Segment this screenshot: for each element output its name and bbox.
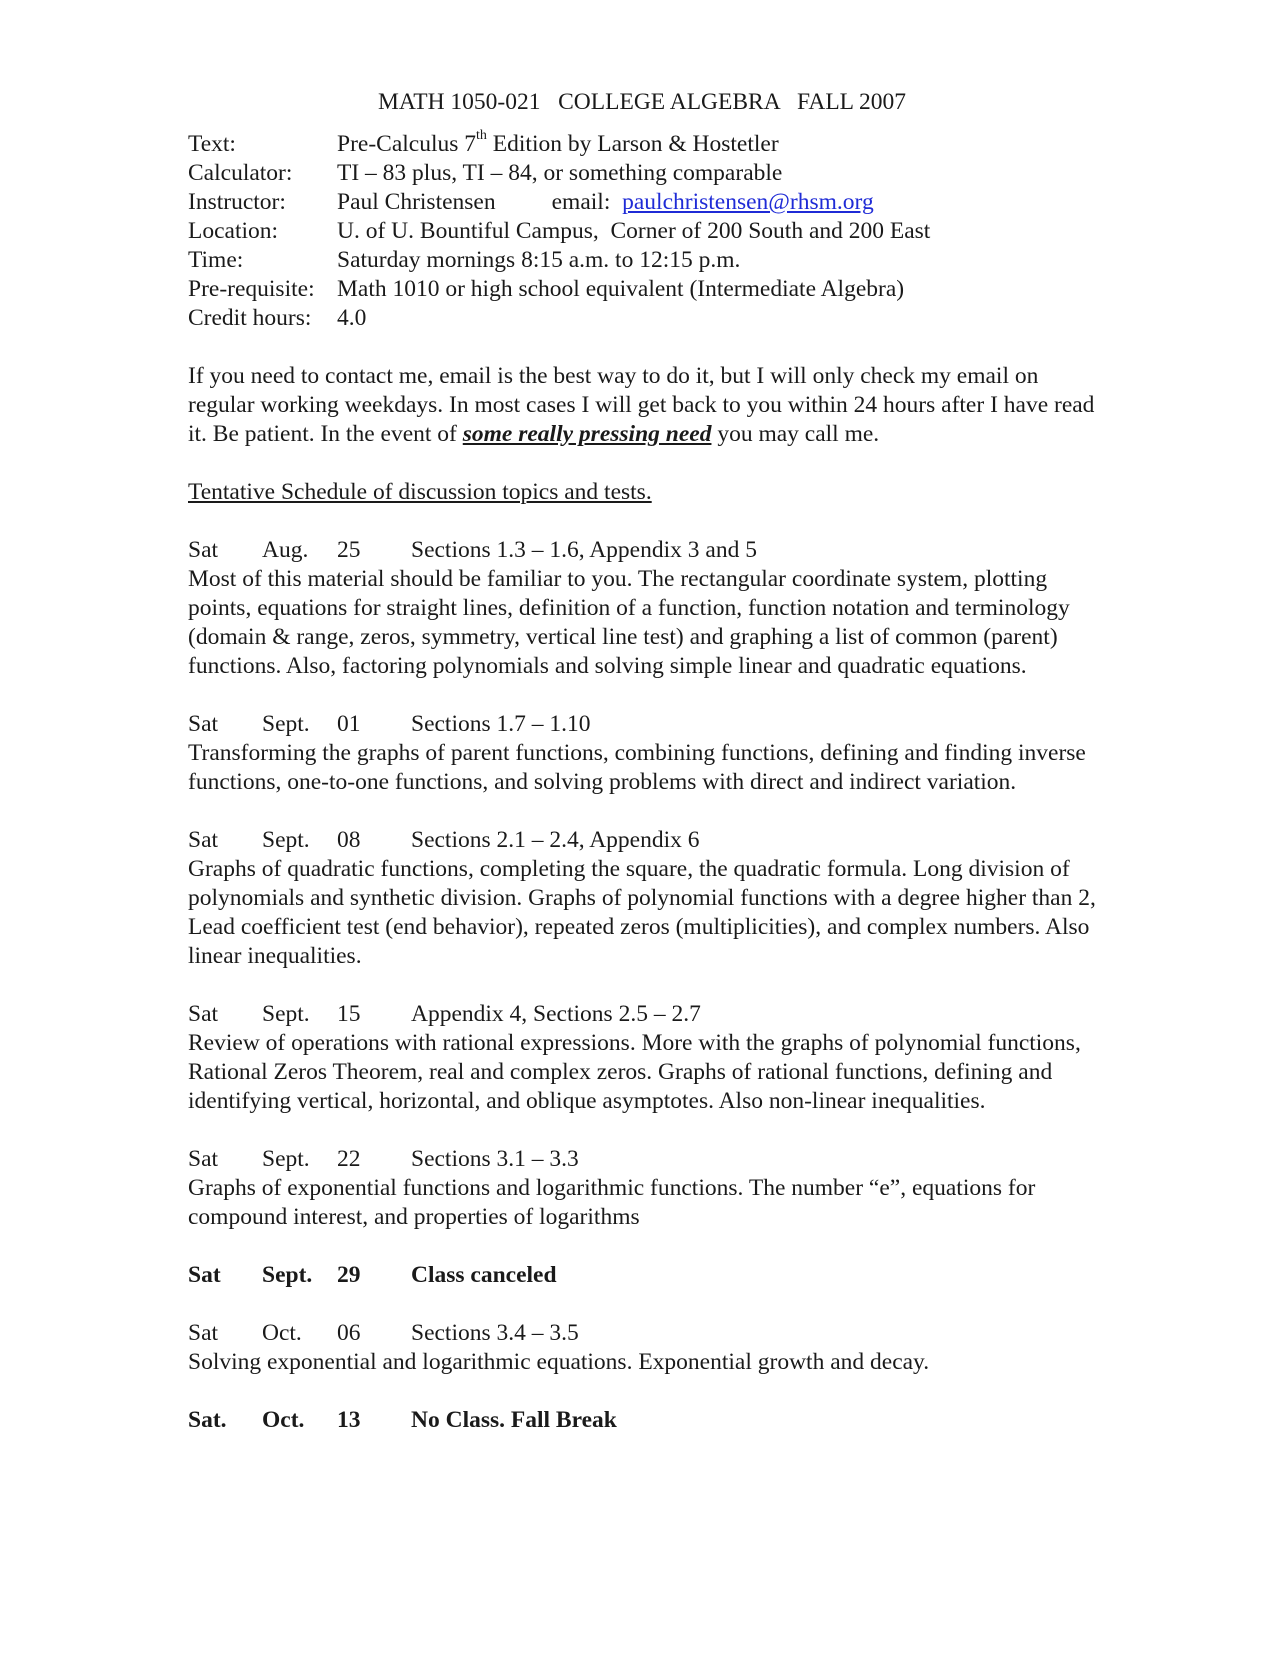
entry-month: Sept. — [262, 1262, 313, 1288]
info-value-text — [337, 130, 779, 159]
schedule-entry — [188, 1319, 1108, 1377]
schedule-entry-header — [188, 710, 1108, 739]
entry-day: Sat — [188, 827, 219, 853]
info-row-location — [188, 217, 1108, 246]
email-link[interactable]: paulchristensen@rhsm.org — [622, 189, 874, 215]
info-label-time: Time: — [188, 247, 244, 273]
info-label-location: Location: — [188, 218, 279, 244]
contact-text-end: you may call me. — [711, 421, 880, 447]
entry-description: Transforming the graphs of parent functions, combining functions, defining and finding inverse functions, one-to-one functions, and solving problems with direct and indirect variation. — [188, 740, 1086, 795]
info-label-calculator: Calculator: — [188, 160, 293, 186]
info-label-credit-hours: Credit hours: — [188, 305, 312, 331]
course-info — [188, 130, 1108, 333]
info-value-credit-hours: 4.0 — [337, 305, 367, 331]
info-value-time: Saturday mornings 8:15 a.m. to 12:15 p.m. — [337, 247, 741, 273]
entry-day: Sat. — [188, 1407, 227, 1433]
page-title: MATH 1050-021 COLLEGE ALGEBRA FALL 2007 — [377, 89, 907, 115]
entry-month: Aug. — [262, 537, 309, 563]
entry-description: Solving exponential and logarithmic equations. Exponential growth and decay. — [188, 1349, 930, 1375]
entry-date: 08 — [337, 827, 361, 853]
instructor-name: Paul Christensen — [337, 189, 496, 215]
contact-paragraph — [188, 362, 1108, 449]
info-value-location: U. of U. Bountiful Campus, Corner of 200 South and 200 East — [337, 218, 931, 244]
entry-description: Review of operations with rational expressions. More with the graphs of polynomial functions, Rational Zeros Theorem, real and complex zeros. Graphs of rational functions, defining and identifying vertical, horizontal, and oblique asymptotes. Also non-linear inequalities. — [188, 1030, 1081, 1114]
entry-day: Sat — [188, 1001, 219, 1027]
entry-topic: No Class. Fall Break — [411, 1407, 617, 1433]
schedule-entry-header — [188, 1000, 1108, 1029]
entry-topic: Sections 3.4 – 3.5 — [411, 1320, 579, 1346]
schedule-list — [188, 536, 1108, 1435]
entry-topic: Sections 1.7 – 1.10 — [411, 711, 591, 737]
email-label: email: — [551, 189, 611, 215]
syllabus-page — [188, 88, 1108, 1435]
entry-topic: Class canceled — [411, 1262, 557, 1288]
entry-month: Sept. — [262, 711, 310, 737]
textbook-authors: Edition by Larson & Hostetler — [486, 131, 779, 157]
entry-month: Sept. — [262, 1001, 310, 1027]
schedule-entry-header — [188, 1145, 1108, 1174]
contact-emphasis: some really pressing need — [462, 421, 712, 447]
entry-day: Sat — [188, 1146, 219, 1172]
entry-month: Sept. — [262, 1146, 310, 1172]
entry-topic: Sections 1.3 – 1.6, Appendix 3 and 5 — [411, 537, 757, 563]
entry-date: 13 — [337, 1407, 361, 1433]
schedule-entry-header — [188, 1261, 1108, 1290]
entry-topic: Sections 2.1 – 2.4, Appendix 6 — [411, 827, 700, 853]
entry-month: Sept. — [262, 827, 310, 853]
entry-description: Most of this material should be familiar to you. The rectangular coordinate system, plotting points, equations for straight lines, definition of a function, function notation and terminology (domain & range, zeros, symmetry, vertical line test) and graphing a list of common (parent) functions. Also, factoring polynomials and solving simple linear and quadratic equations. — [188, 566, 1070, 679]
contact-text: If you need to contact me, email is the best way to do it, but I will only check my email on regular working weekdays. In most cases I will get back to you within 24 hours after I have read it. Be patient. In the event of — [188, 363, 1095, 447]
schedule-entry-header — [188, 1319, 1108, 1348]
entry-day: Sat — [188, 1320, 219, 1346]
schedule-entry — [188, 710, 1108, 797]
info-value-prerequisite: Math 1010 or high school equivalent (Intermediate Algebra) — [337, 276, 905, 302]
info-row-time — [188, 246, 1108, 275]
schedule-entry — [188, 1000, 1108, 1116]
schedule-entry-header — [188, 826, 1108, 855]
entry-description: Graphs of quadratic functions, completing the square, the quadratic formula. Long division of polynomials and synthetic division. Graphs of polynomial functions with a degree higher than 2, Lead coefficient test (end behavior), repeated zeros (multiplicities), and complex numbers. Also linear inequalities. — [188, 856, 1096, 969]
info-row-prerequisite — [188, 275, 1108, 304]
info-row-credit-hours — [188, 304, 1108, 333]
schedule-entry-header — [188, 1406, 1108, 1435]
entry-day: Sat — [188, 1262, 221, 1288]
schedule-heading: Tentative Schedule of discussion topics and tests. — [188, 479, 652, 505]
entry-date: 01 — [337, 711, 361, 737]
info-label-prerequisite: Pre-requisite: — [188, 276, 315, 302]
info-value-instructor — [337, 188, 874, 217]
schedule-entry — [188, 1406, 1108, 1435]
entry-date: 25 — [337, 537, 361, 563]
entry-date: 22 — [337, 1146, 361, 1172]
entry-day: Sat — [188, 537, 219, 563]
entry-month: Oct. — [262, 1407, 305, 1433]
entry-topic: Appendix 4, Sections 2.5 – 2.7 — [411, 1001, 701, 1027]
entry-month: Oct. — [262, 1320, 302, 1346]
entry-day: Sat — [188, 711, 219, 737]
entry-date: 15 — [337, 1001, 361, 1027]
schedule-entry — [188, 826, 1108, 971]
entry-date: 06 — [337, 1320, 361, 1346]
entry-date: 29 — [337, 1262, 361, 1288]
entry-topic: Sections 3.1 – 3.3 — [411, 1146, 579, 1172]
info-label-text: Text: — [188, 131, 236, 157]
schedule-entry — [188, 1145, 1108, 1232]
schedule-entry-header — [188, 536, 1108, 565]
textbook-title: Pre-Calculus 7 — [337, 131, 477, 157]
schedule-entry — [188, 536, 1108, 681]
edition-superscript: th — [476, 128, 487, 144]
info-row-text — [188, 130, 1108, 159]
info-row-calculator — [188, 159, 1108, 188]
schedule-entry — [188, 1261, 1108, 1290]
entry-description: Graphs of exponential functions and logarithmic functions. The number “e”, equations for compound interest, and properties of logarithms — [188, 1175, 1036, 1230]
info-label-instructor: Instructor: — [188, 189, 286, 215]
info-value-calculator: TI – 83 plus, TI – 84, or something comparable — [337, 160, 783, 186]
info-row-instructor — [188, 188, 1108, 217]
